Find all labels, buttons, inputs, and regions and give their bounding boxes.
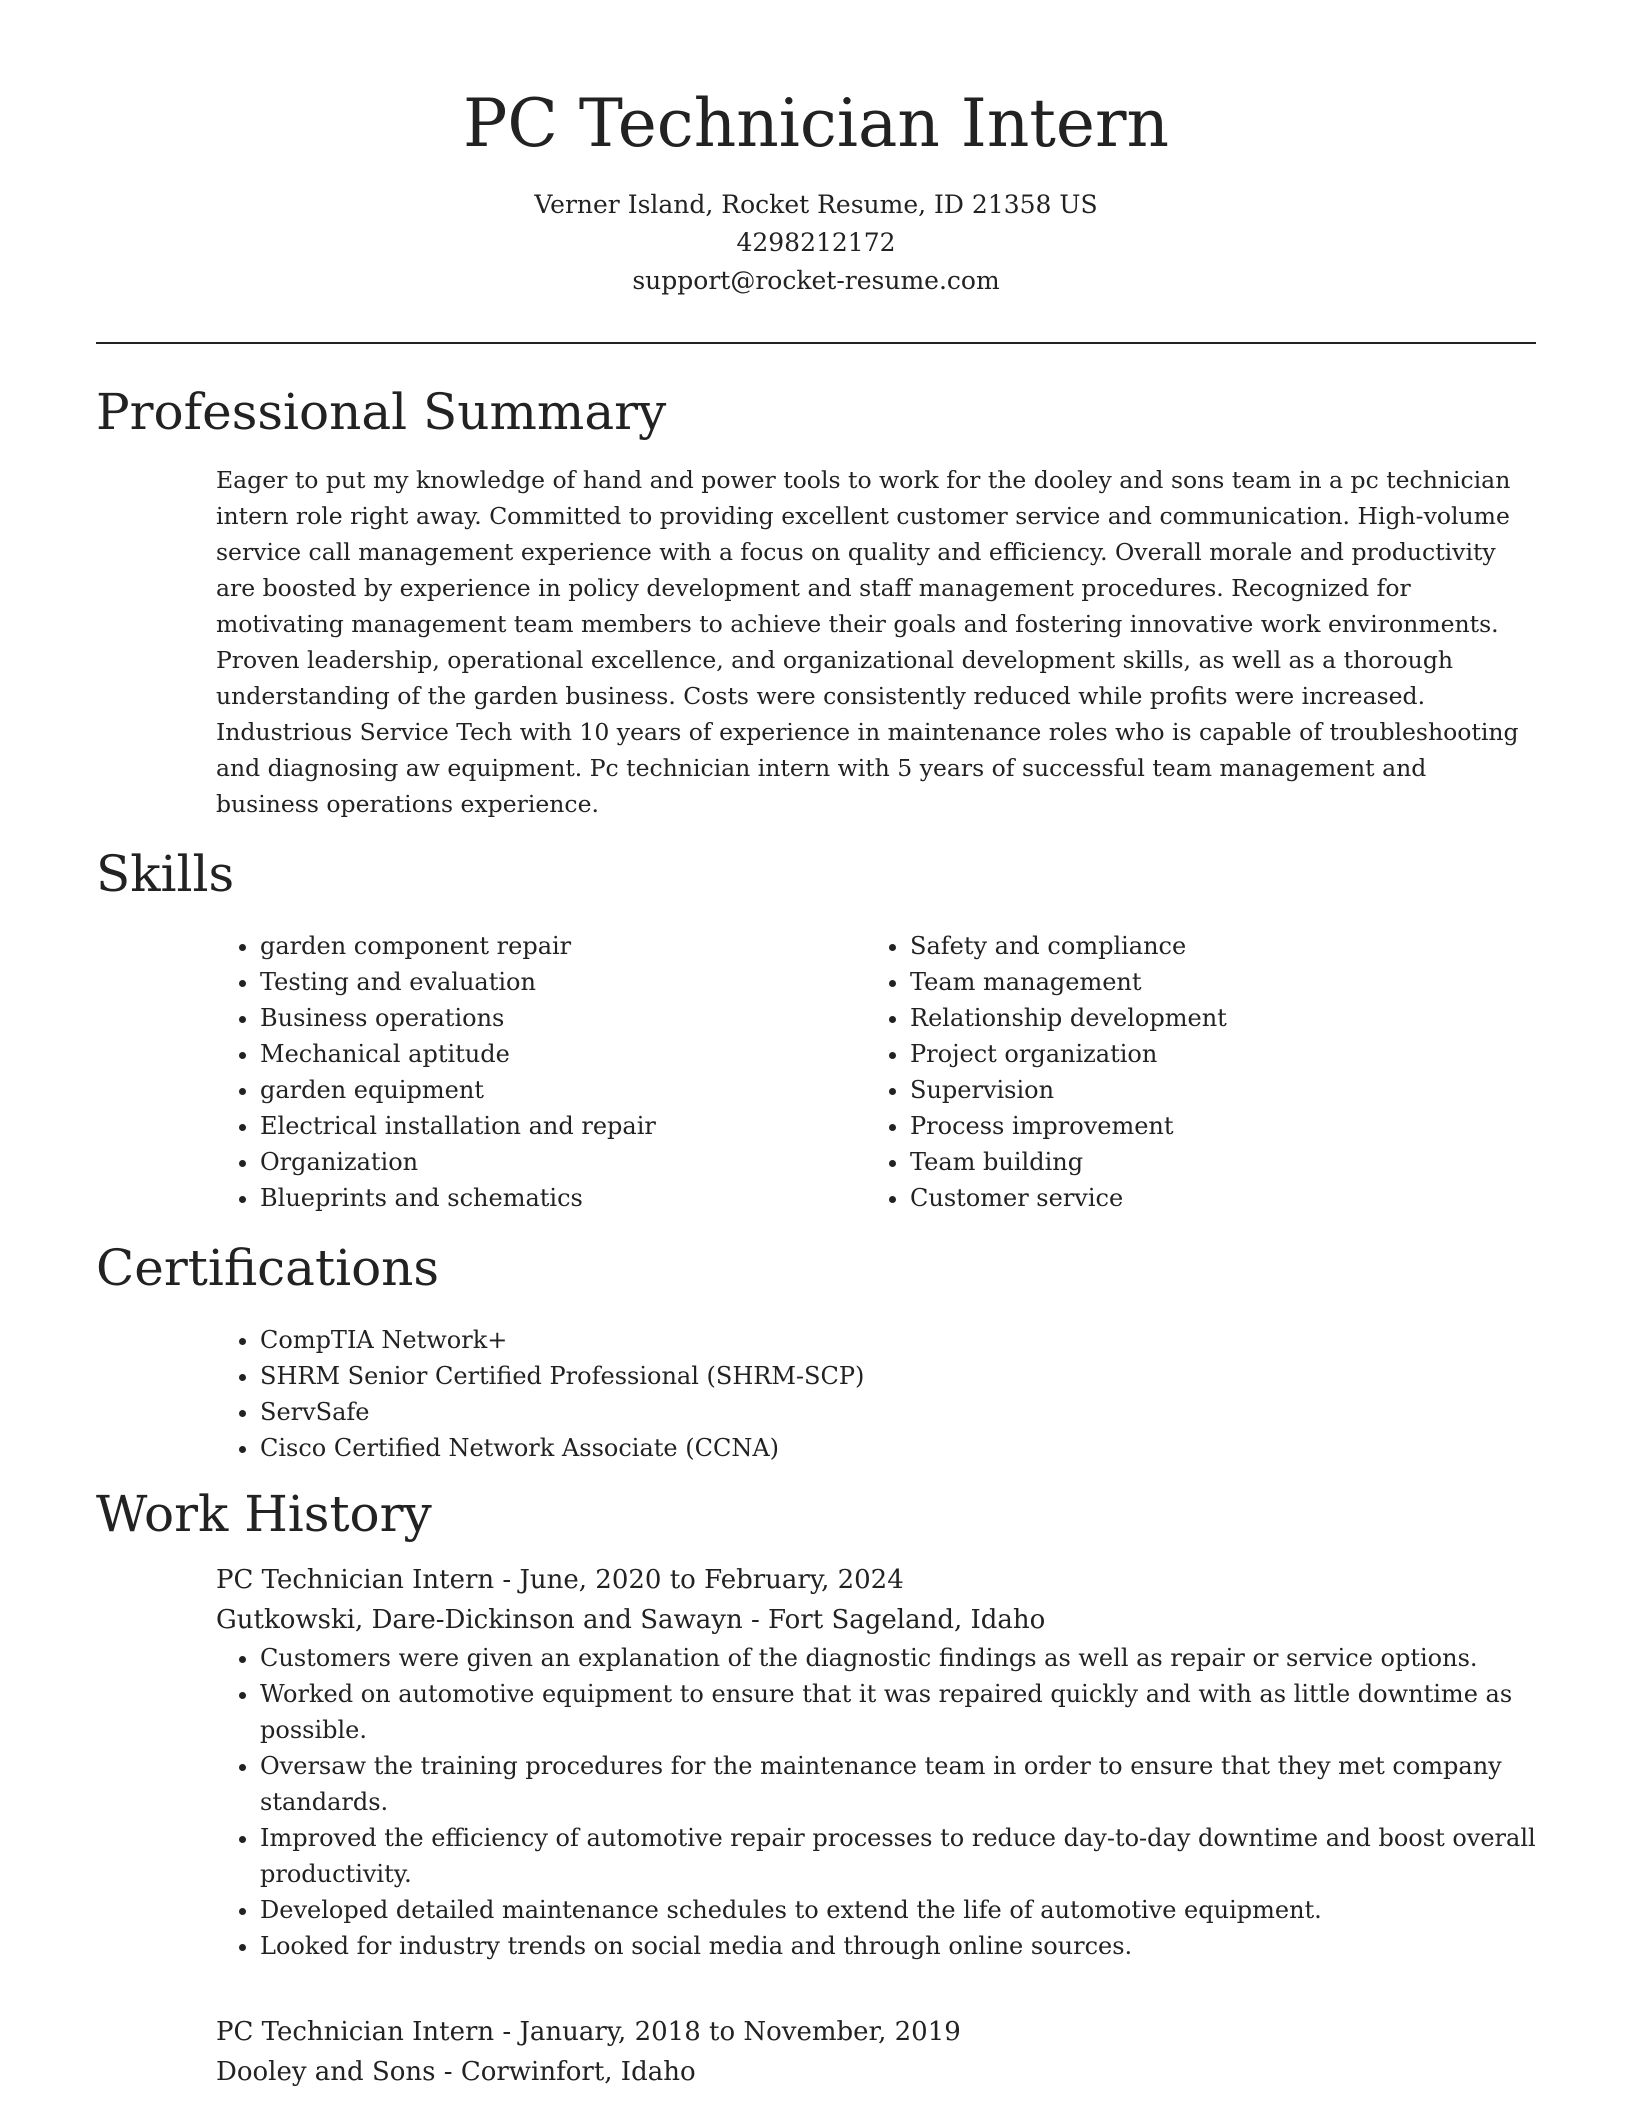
job-entry (216, 1560, 1536, 1964)
summary-text: Eager to put my knowledge of hand and power tools to work for the dooley and sons team in a pc technician intern role right away. Committed to providing excellent customer service and communication. High-volume service call management experience with a focus on quality and efficiency. Overall morale and productivity are boosted by experience in policy development and staff management procedures. Recognized for motivating management team members to achieve their goals and fostering innovative work environments. Proven leadership, operational excellence, and organizational development skills, as well as a thorough understanding of the garden business. Costs were consistently reduced while profits were increased. Industrious Service Tech with 10 years of experience in maintenance roles who is capable of troubleshooting and diagnosing aw equipment. Pc technician intern with 5 years of successful team management and business operations experience. (216, 466, 1519, 818)
skill-item: • Blueprints and schematics (260, 1180, 836, 1216)
job-title-line: PC Technician Intern - June, 2020 to February, 2024 (216, 1565, 904, 1595)
job-company-line: Gutkowski, Dare-Dickinson and Sawayn - Fort Sageland, Idaho (216, 1605, 1046, 1635)
job-entry (216, 2012, 1536, 2092)
skill-item: • Mechanical aptitude (260, 1036, 836, 1072)
certification-item: • CompTIA Network+ (260, 1322, 1536, 1358)
contact-phone: 4298212172 (736, 228, 896, 257)
skill-item: • Customer service (910, 1180, 1486, 1216)
skill-item: • Supervision (910, 1072, 1486, 1108)
skill-item: • garden component repair (260, 928, 836, 964)
job-bullet: • Developed detailed maintenance schedules to extend the life of automotive equipment. (260, 1892, 1536, 1928)
skills-column-right (866, 928, 1486, 1216)
skills-list-left (216, 928, 836, 1216)
skill-item: • Team management (910, 964, 1486, 1000)
contact-block (96, 186, 1536, 300)
certifications-list (216, 1322, 1536, 1466)
job-bullet: • Looked for industry trends on social media and through online sources. (260, 1928, 1536, 1964)
header-divider (96, 342, 1536, 344)
job-company-line: Dooley and Sons - Corwinfort, Idaho (216, 2057, 696, 2087)
skill-item: • garden equipment (260, 1072, 836, 1108)
summary-heading: Professional Summary (96, 383, 667, 441)
resume-header (96, 80, 1536, 300)
skill-item: • Process improvement (910, 1108, 1486, 1144)
skills-column-left (216, 928, 836, 1216)
certification-item: • ServSafe (260, 1394, 1536, 1430)
skill-item: • Project organization (910, 1036, 1486, 1072)
job-bullet-list (216, 1640, 1536, 1964)
certifications-heading: Certifications (96, 1239, 440, 1297)
certifications-block (216, 1322, 1536, 1466)
skill-item: • Testing and evaluation (260, 964, 836, 1000)
skill-item: • Organization (260, 1144, 836, 1180)
skill-item: • Relationship development (910, 1000, 1486, 1036)
job-bullet: • Oversaw the training procedures for the maintenance team in order to ensure that they met company standards. (260, 1748, 1536, 1820)
job-bullet: • Improved the efficiency of automotive repair processes to reduce day-to-day downtime and boost overall productivity. (260, 1820, 1536, 1892)
skills-list-right (866, 928, 1486, 1216)
certification-item: • Cisco Certified Network Associate (CCNA) (260, 1430, 1536, 1466)
contact-address: Verner Island, Rocket Resume, ID 21358 US (534, 190, 1098, 219)
contact-email: support@rocket-resume.com (632, 266, 1000, 295)
skill-item: • Electrical installation and repair (260, 1108, 836, 1144)
skill-item: • Team building (910, 1144, 1486, 1180)
skills-heading: Skills (96, 845, 235, 903)
job-bullet: • Customers were given an explanation of the diagnostic findings as well as repair or service options. (260, 1640, 1536, 1676)
skill-item: • Safety and compliance (910, 928, 1486, 964)
certification-item: • SHRM Senior Certified Professional (SHRM-SCP) (260, 1358, 1536, 1394)
job-bullet: • Worked on automotive equipment to ensure that it was repaired quickly and with as little downtime as possible. (260, 1676, 1536, 1748)
work-history-heading: Work History (96, 1485, 432, 1543)
candidate-name: PC Technician Intern (462, 85, 1170, 162)
skill-item: • Business operations (260, 1000, 836, 1036)
job-title-line: PC Technician Intern - January, 2018 to November, 2019 (216, 2017, 961, 2047)
